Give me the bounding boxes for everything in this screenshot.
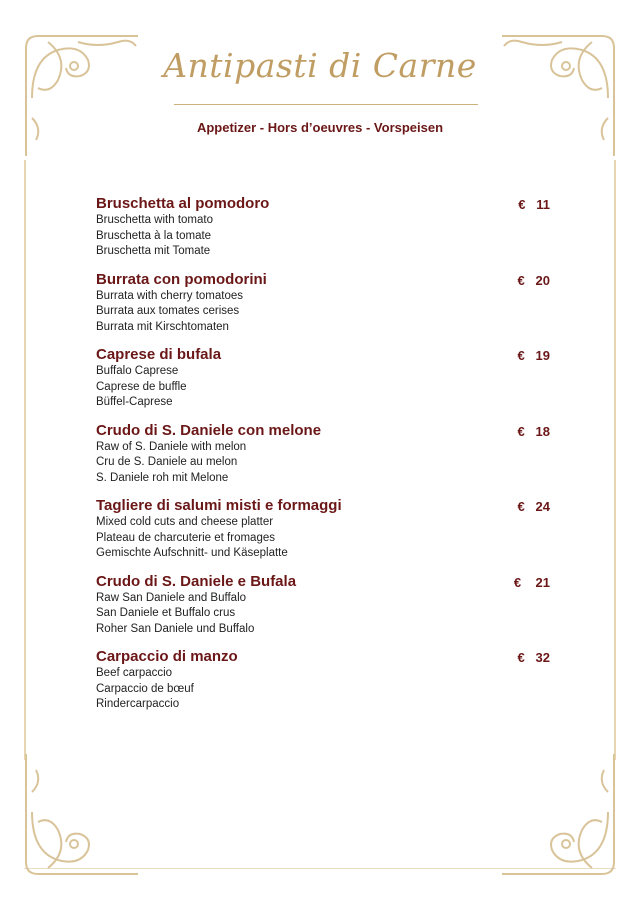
menu-item-price: € 21: [513, 574, 550, 590]
menu-item-desc-fr: Bruschetta à la tomate: [96, 229, 212, 242]
ornament-corner-icon: [492, 752, 622, 882]
menu-item-desc-de: Roher San Daniele und Buffalo: [96, 622, 255, 635]
menu-item-price: € 18: [517, 423, 550, 439]
menu-item: [96, 271, 556, 336]
menu-item-name: Crudo di S. Daniele e Bufala: [96, 572, 297, 590]
menu-item-desc-fr: Plateau de charcuterie et fromages: [96, 531, 275, 544]
menu-item-name: Bruschetta al pomodoro: [96, 195, 270, 212]
menu-item-price: € 32: [517, 650, 550, 665]
title-divider: [174, 104, 478, 105]
menu-item-desc-de: Büffel-Caprese: [96, 396, 173, 408]
menu-item-desc-en: Mixed cold cuts and cheese platter: [96, 516, 274, 528]
menu-item-desc-en: Buffalo Caprese: [96, 365, 179, 377]
menu-item-desc-de: Burrata mit Kirschtomaten: [96, 320, 229, 333]
menu-item-desc-en: Raw San Daniele and Buffalo: [96, 591, 247, 604]
menu-item-name: Carpaccio di manzo: [96, 648, 238, 665]
menu-items-list: [96, 195, 556, 724]
menu-item-name: Burrata con pomodorini: [96, 270, 267, 288]
menu-subtitle: Appetizer - Hors d’oeuvres - Vorspeisen: [196, 120, 444, 135]
menu-item: [96, 497, 556, 562]
menu-item-name: Crudo di S. Daniele con melone: [96, 421, 322, 439]
menu-item-desc-en: Beef carpaccio: [96, 667, 173, 679]
menu-item: [96, 648, 556, 713]
menu-item-desc-de: Gemischte Aufschnitt- und Käseplatte: [96, 547, 288, 559]
menu-item: [96, 573, 556, 638]
menu-item-name: Caprese di bufala: [96, 346, 222, 363]
menu-item: [96, 422, 556, 487]
menu-item-price: € 11: [518, 197, 550, 212]
menu-item-desc-de: Bruschetta mit Tomate: [96, 245, 211, 257]
menu-item-desc-de: Rindercarpaccio: [96, 698, 180, 710]
menu-item-price: € 19: [517, 348, 550, 363]
menu-item-desc-fr: Cru de S. Daniele au melon: [96, 456, 238, 468]
menu-item-price: € 20: [517, 272, 550, 288]
menu-item-desc-fr: Caprese de buffle: [96, 380, 187, 393]
menu-item-price: € 24: [517, 499, 550, 514]
frame-left-border: [24, 160, 26, 760]
menu-item-name: Tagliere di salumi misti e formaggi: [96, 497, 342, 514]
menu-item-desc-en: Raw of S. Daniele with melon: [96, 440, 247, 453]
ornament-corner-icon: [18, 752, 148, 882]
menu-item-desc-en: Burrata with cherry tomatoes: [96, 289, 244, 302]
menu-item-desc-de: S. Daniele roh mit Melone: [96, 471, 229, 484]
menu-item-desc-fr: Burrata aux tomates cerises: [96, 305, 240, 317]
menu-item: [96, 346, 556, 411]
menu-title: Antipasti di Carne: [163, 46, 477, 85]
menu-item-desc-fr: Carpaccio de bœuf: [96, 682, 194, 695]
menu-item-desc-en: Bruschetta with tomato: [96, 214, 213, 226]
frame-right-border: [614, 160, 616, 760]
menu-item: [96, 195, 556, 260]
menu-item-desc-fr: San Daniele et Buffalo crus: [96, 607, 236, 619]
